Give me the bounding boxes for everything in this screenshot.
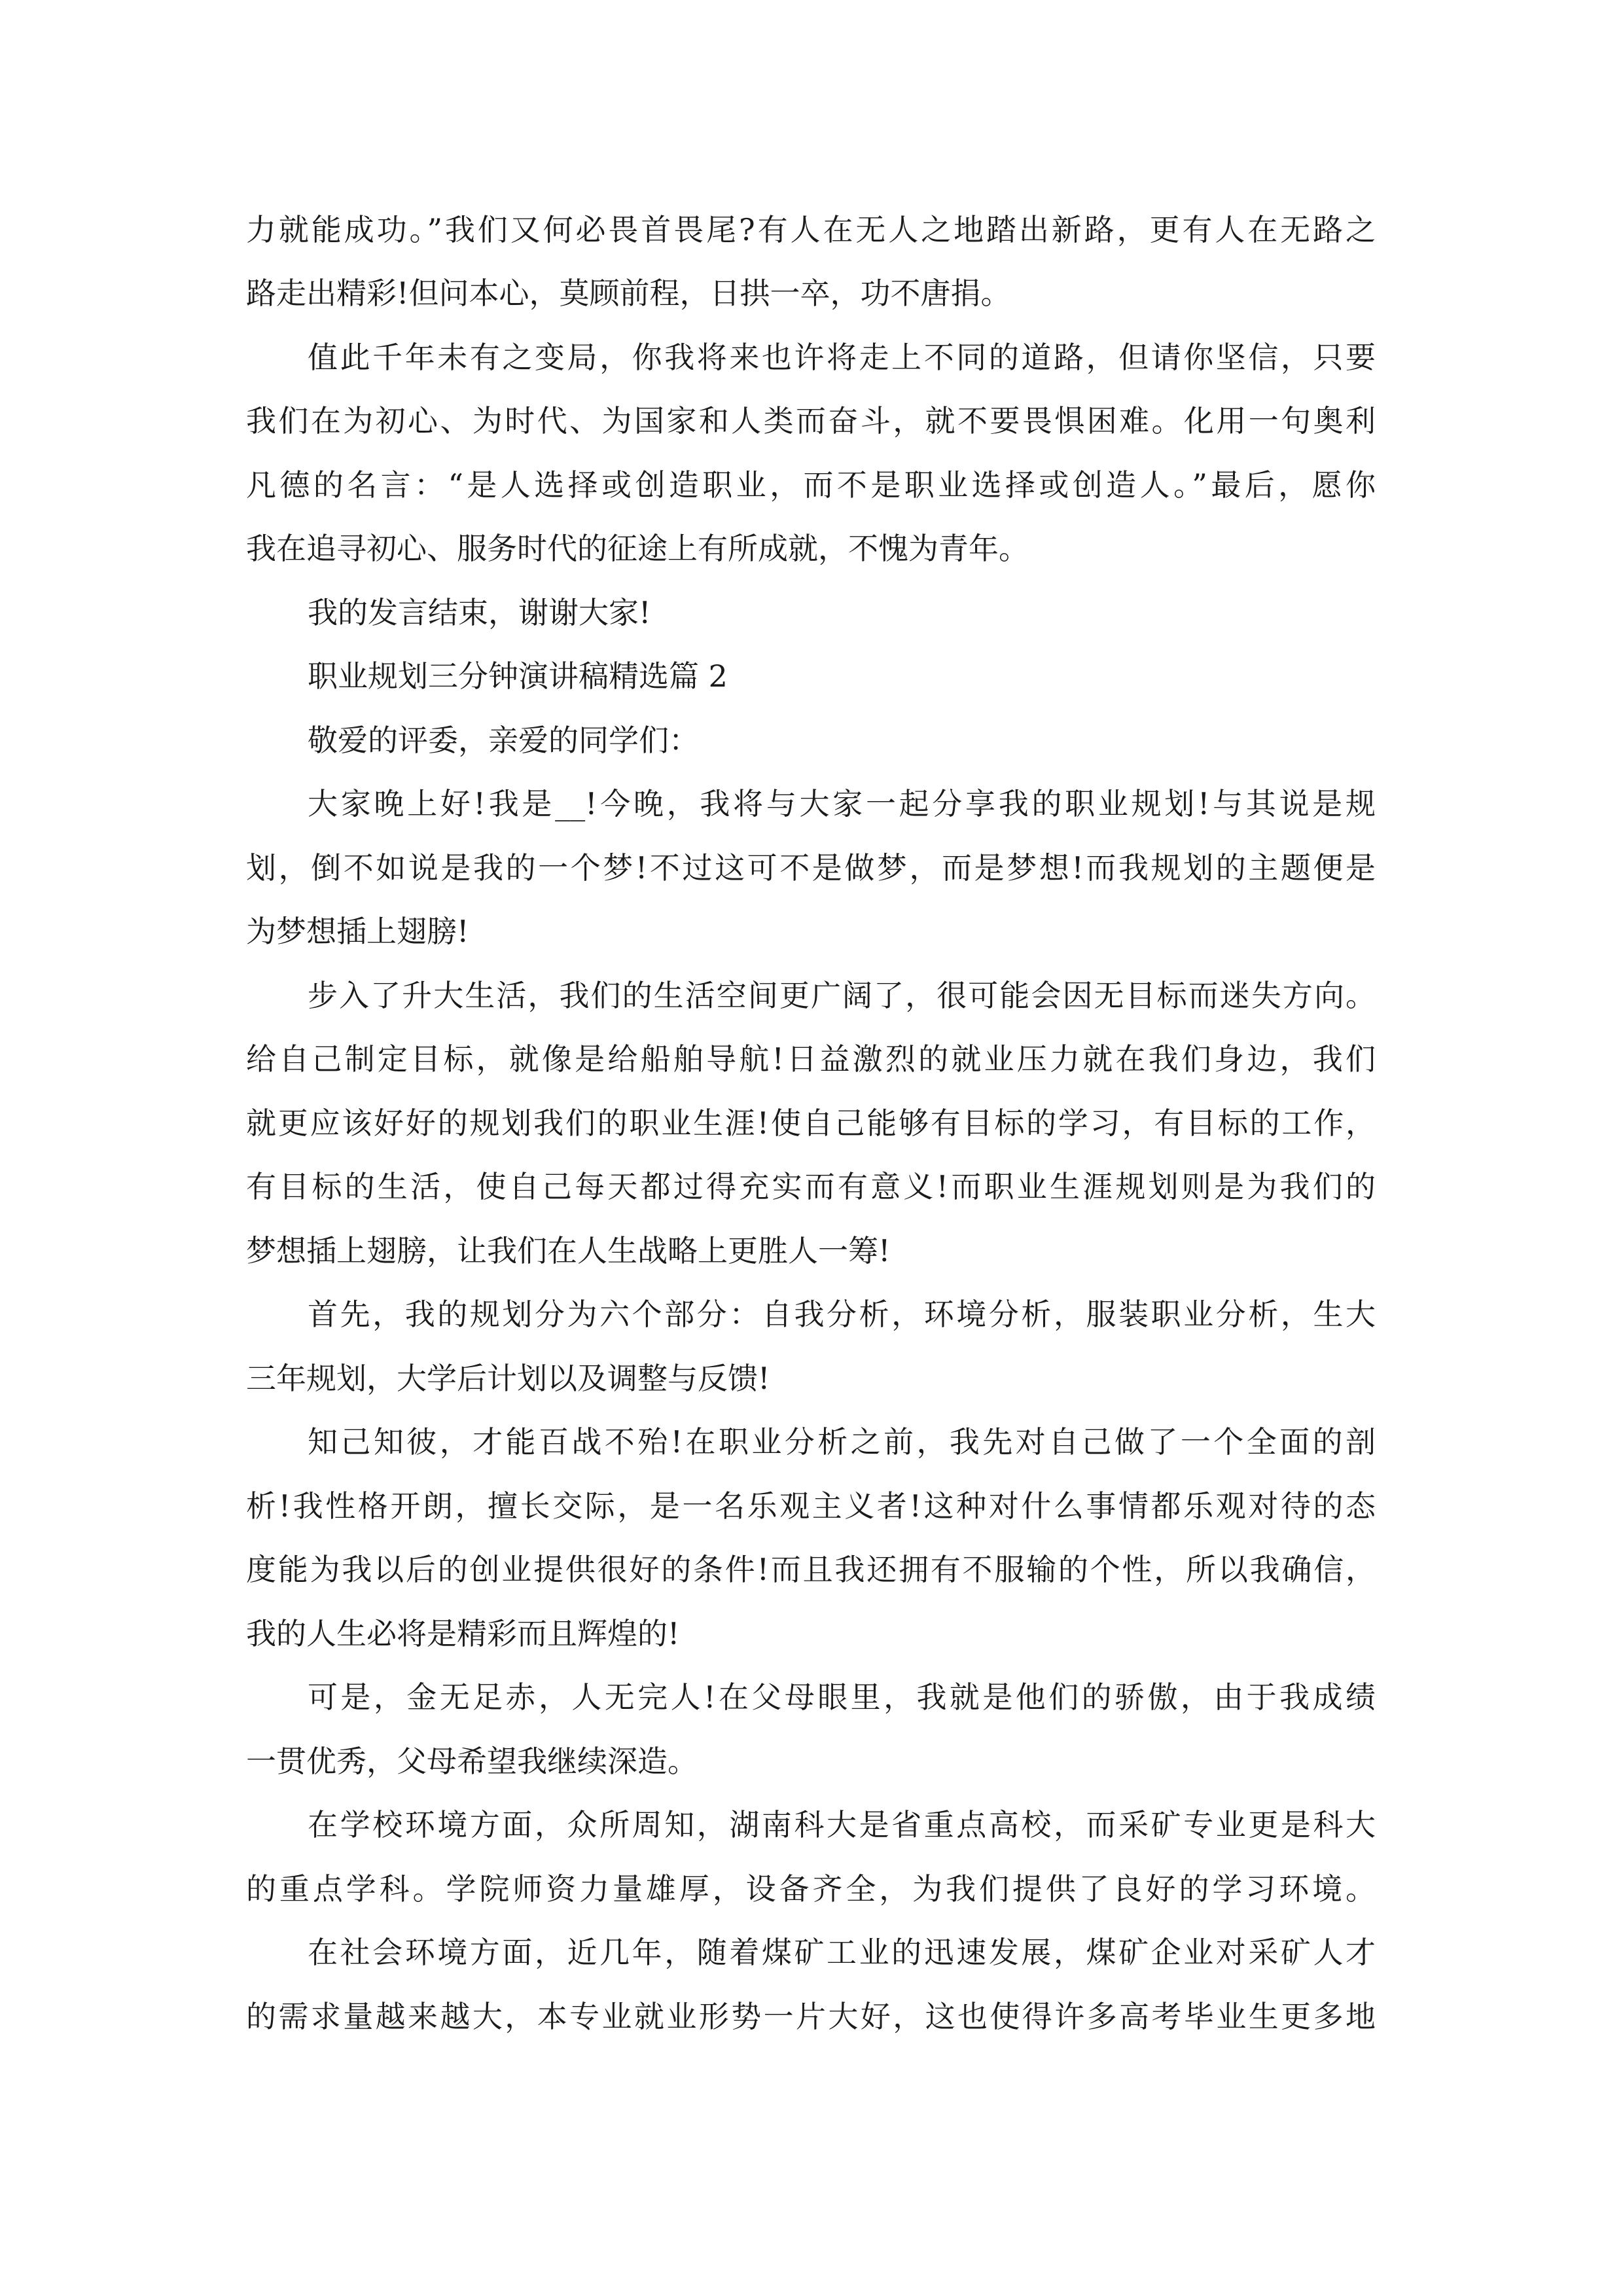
text-line: 的重点学科。学院师资力量雄厚，设备齐全，为我们提供了良好的学习环境。 [246, 1871, 1376, 1907]
text-line: 我的人生必将是精彩而且辉煌的! [246, 1616, 680, 1651]
text-line: 在社会环境方面，近几年，随着煤矿工业的迅速发展，煤矿企业对采矿人才 [308, 1935, 1376, 1970]
text-line: 我们在为初心、为时代、为国家和人类而奋斗，就不要畏惧困难。化用一句奥利 [246, 403, 1376, 439]
text-line: 知己知彼，才能百战不殆!在职业分析之前，我先对自己做了一个全面的剖 [308, 1424, 1376, 1460]
text-line: 大家晚上好!我是__!今晚，我将与大家一起分享我的职业规划!与其说是规 [308, 786, 1376, 821]
text-line: 我在追寻初心、服务时代的征途上有所成就，不愧为青年。 [246, 531, 1029, 566]
text-line: 就更应该好好的规划我们的职业生涯!使自己能够有目标的学习，有目标的工作， [246, 1105, 1376, 1141]
text-line: 为梦想插上翅膀! [246, 914, 469, 949]
text-line: 力就能成功。”我们又何必畏首畏尾?有人在无人之地踏出新路，更有人在无路之 [246, 212, 1376, 247]
text-line: 给自己制定目标，就像是给船舶导航!日益激烈的就业压力就在我们身边，我们 [246, 1041, 1376, 1077]
text-line: 我的发言结束，谢谢大家! [308, 595, 651, 630]
text-line: 敬爱的评委，亲爱的同学们： [308, 723, 699, 758]
text-line: 凡德的名言：“是人选择或创造职业，而不是职业选择或创造人。”最后，愿你 [246, 467, 1376, 503]
text-line: 三年规划，大学后计划以及调整与反馈! [246, 1361, 770, 1396]
text-line: 度能为我以后的创业提供很好的条件!而且我还拥有不服输的个性，所以我确信， [246, 1552, 1376, 1587]
text-line: 在学校环境方面，众所周知，湖南科大是省重点高校，而采矿专业更是科大 [308, 1807, 1376, 1842]
text-line: 可是，金无足赤，人无完人!在父母眼里，我就是他们的骄傲，由于我成绩 [308, 1679, 1376, 1715]
text-line: 一贯优秀，父母希望我继续深造。 [246, 1744, 698, 1779]
section-heading: 职业规划三分钟演讲稿精选篇 2 [308, 658, 728, 694]
text-line: 值此千年未有之变局，你我将来也许将走上不同的道路，但请你坚信，只要 [308, 340, 1376, 375]
text-line: 有目标的生活，使自己每天都过得充实而有意义!而职业生涯规划则是为我们的 [246, 1169, 1376, 1204]
text-line: 析!我性格开朗，擅长交际，是一名乐观主义者!这种对什么事情都乐观对待的态 [246, 1488, 1376, 1524]
text-line: 首先，我的规划分为六个部分：自我分析，环境分析，服装职业分析，生大 [308, 1297, 1376, 1332]
text-line: 步入了升大生活，我们的生活空间更广阔了，很可能会因无目标而迷失方向。 [308, 978, 1376, 1013]
text-line: 梦想插上翅膀，让我们在人生战略上更胜人一筹! [246, 1233, 891, 1268]
text-line: 路走出精彩!但问本心，莫顾前程，日拱一卒，功不唐捐。 [246, 276, 1011, 311]
text-line: 的需求量越来越大，本专业就业形势一片大好，这也使得许多高考毕业生更多地 [246, 1999, 1376, 2034]
text-line: 划，倒不如说是我的一个梦!不过这可不是做梦，而是梦想!而我规划的主题便是 [246, 850, 1376, 886]
